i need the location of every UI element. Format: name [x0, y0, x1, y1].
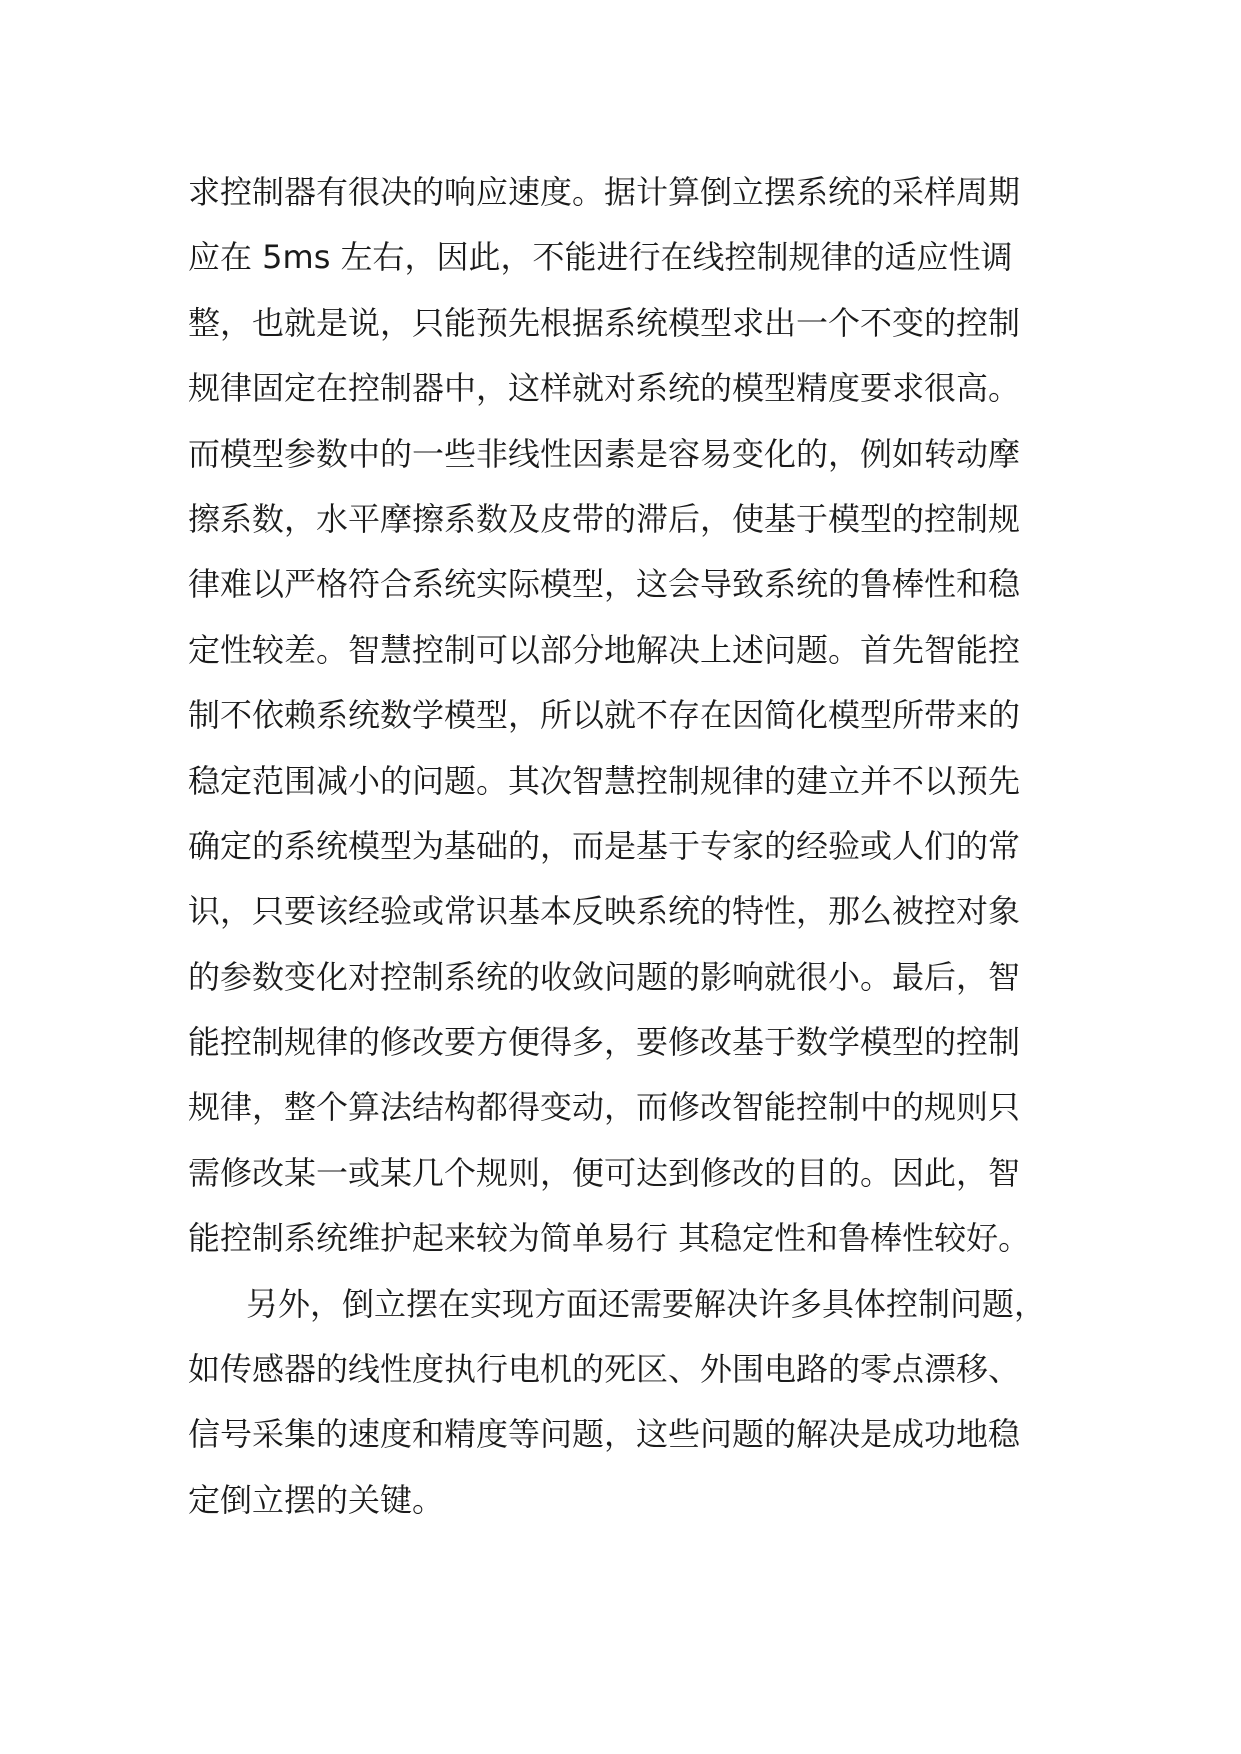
body-text — [188, 160, 1068, 1533]
text-line: 求控制器有很决的响应速度。据计算倒立摆系统的采样周期 — [188, 173, 1021, 211]
text-line: 定倒立摆的关键。 — [188, 1480, 445, 1519]
text-line: 制不依赖系统数学模型，所以就不存在因简化模型所带来的 — [188, 696, 1021, 735]
text-line: 擦系数，水平摩擦系数及皮带的滞后，使基于模型的控制规 — [188, 499, 1021, 538]
text-line: 定性较差。智慧控制可以部分地解决上述问题。首先智能控 — [188, 630, 1021, 669]
text-line: 律难以严格符合系统实际模型，这会导致系统的鲁棒性和稳 — [188, 565, 1021, 604]
text-line: 需修改某一或某几个规则，便可达到修改的目的。因此，智 — [188, 1153, 1021, 1192]
text-line: 整，也就是说，只能预先根据系统模型求出一个不变的控制 — [188, 303, 1021, 342]
paragraph-2 — [188, 1272, 1068, 1534]
text-line: 能控制系统维护起来较为简单易行 其稳定性和鲁棒性较好。 — [188, 1219, 1031, 1258]
text-line: 的参数变化对控制系统的收敛问题的影响就很小。最后，智 — [188, 957, 1021, 996]
text-line: 另外，倒立摆在实现方面还需要解决许多具体控制问题， — [246, 1284, 1047, 1323]
text-line: 规律，整个算法结构都得变动，而修改智能控制中的规则只 — [188, 1088, 1021, 1127]
text-line: 识，只要该经验或常识基本反映系统的特性，那么被控对象 — [188, 892, 1021, 931]
text-line: 确定的系统模型为基础的，而是基于专家的经验或人们的常 — [188, 826, 1021, 865]
text-line: 能控制规律的修改要方便得多，要修改基于数学模型的控制 — [188, 1023, 1021, 1062]
text-line: 规律固定在控制器中，这样就对系统的模型精度要求很高。 — [188, 369, 1021, 408]
text-line: 稳定范围减小的问题。其次智慧控制规律的建立并不以预先 — [188, 761, 1021, 800]
text-line: 信号采集的速度和精度等问题，这些问题的解决是成功地稳 — [188, 1415, 1021, 1454]
paragraph-1 — [188, 160, 1068, 1272]
text-line: 如传感器的线性度执行电机的死区、外围电路的零点漂移、 — [188, 1350, 1021, 1389]
text-line: 应在 5ms 左右，因此，不能进行在线控制规律的适应性调 — [188, 238, 1013, 277]
text-line: 而模型参数中的一些非线性因素是容易变化的，例如转动摩 — [188, 434, 1021, 473]
